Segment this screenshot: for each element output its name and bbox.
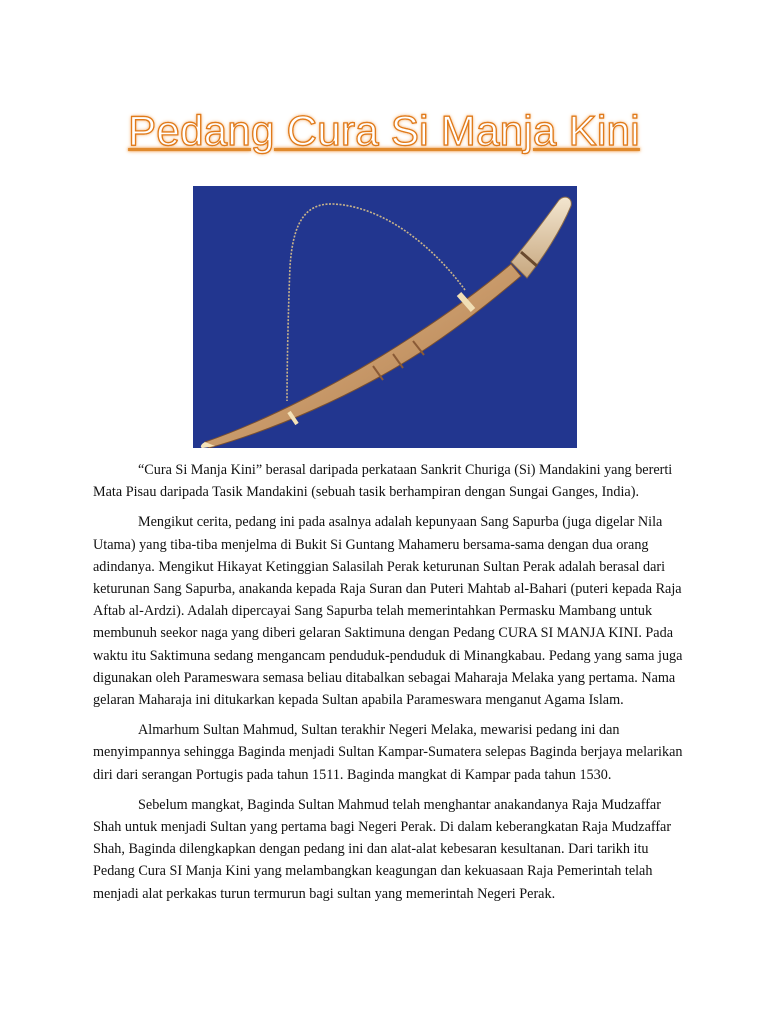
paragraph: Almarhum Sultan Mahmud, Sultan terakhir Negeri Melaka, mewarisi pedang ini dan menyimpannya sehingga Baginda menjadi Sultan Kampar-Sumatera selepas Baginda berjaya melarikan diri dari serangan Portugis pada tahun 1511. Baginda mangkat di Kampar pada tahun 1530. bbox=[93, 722, 683, 783]
article-body bbox=[93, 459, 683, 913]
page-title: Pedang Cura Si Manja Kini bbox=[128, 107, 640, 154]
sword-photo bbox=[193, 186, 577, 448]
sword-icon bbox=[193, 186, 577, 448]
paragraph: “Cura Si Manja Kini” berasal daripada perkataan Sankrit Churiga (Si) Mandakini yang bererti Mata Pisau daripada Tasik Mandakini (sebuah tasik berhampiran dengan Sungai Ganges, India). bbox=[93, 462, 673, 501]
paragraph: Mengikut cerita, pedang ini pada asalnya adalah kepunyaan Sang Sapurba (juga digelar Nila Utama) yang tiba-tiba menjelma di Bukit Si Guntang Mahameru bersama-sama dengan dua orang adindanya. Mengikut Hikayat Ketinggian Salasilah Perak keturunan Sultan Perak adalah berasal dari keturunan Sang Sapurba, anakanda kepada Raja Suran dan Puteri Mahtab al-Bahari (puteri kepada Raja Aftab al-Ardzi). Adalah dipercayai Sang Sapurba telah memerintahkan Permasku Mambang untuk membunuh seekor naga yang diberi gelaran Saktimuna dengan Pedang CURA SI MANJA KINI. Pada waktu itu Saktimuna sedang mengancam penduduk-penduduk di Minangkabau. Pedang yang sama juga digunakan oleh Parameswara semasa beliau ditabalkan sebagai Maharaja Melaka yang pertama. Nama gelaran Maharaja ini ditukarkan kepada Sultan apabila Parameswara menganut Agama Islam. bbox=[93, 514, 683, 709]
paragraph: Sebelum mangkat, Baginda Sultan Mahmud telah menghantar anakandanya Raja Mudzaffar Shah untuk menjadi Sultan yang pertama bagi Negeri Perak. Di dalam keberangkatan Raja Mudzaffar Shah, Baginda dilengkapkan dengan pedang ini dan alat-alat kebesaran kesultanan. Dari tarikh itu Pedang Cura SI Manja Kini yang melambangkan keagungan dan kekuasaan Raja Pemerintah telah menjadi alat perkakas turun termurun bagi sultan yang memerintah Negeri Perak. bbox=[93, 796, 672, 902]
